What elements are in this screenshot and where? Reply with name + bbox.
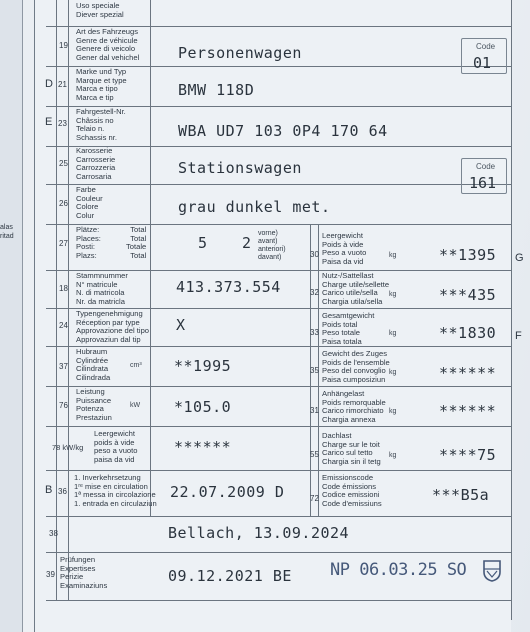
payload-label: Nutz-/Sattellast Charge utile/sellette Carico utile/sella Chargia utila/sella bbox=[322, 271, 390, 306]
adjacent-page-strip bbox=[0, 0, 23, 632]
unit-kg-32: kg bbox=[389, 291, 397, 298]
emission-code-label: Emissionscode Code émissions Codice emissioni Code d'emissiuns bbox=[322, 473, 382, 508]
roof-load-label: Dachlast Charge sur le toit Carico sul tetto Chargia sin il tetg bbox=[322, 431, 381, 466]
unit-kg-30: kg bbox=[389, 252, 397, 259]
payload-value: ***435 bbox=[439, 286, 497, 304]
field-25-number: 25 bbox=[59, 159, 68, 168]
power-value: *105.0 bbox=[174, 398, 232, 416]
field-36-number: 36 bbox=[58, 487, 67, 496]
field-39-number: 39 bbox=[46, 570, 55, 579]
field-37-number: 37 bbox=[59, 362, 68, 371]
roof-load-value: ****75 bbox=[439, 446, 497, 464]
seats-front-value: 2 bbox=[242, 234, 252, 252]
first-registration-value: 22.07.2009 D bbox=[170, 483, 285, 501]
power-weight-value: ****** bbox=[174, 438, 232, 456]
body-label: Karosserie Carrosserie Carrozzeria Carrosaria bbox=[76, 146, 116, 181]
type-approval-label: Typengenehmigung Réception par type Approvazione del tipo Approvaziun dal tip bbox=[76, 309, 150, 344]
make-type-value: BMW 118D bbox=[178, 81, 255, 99]
seats-label: Plätze: Places: Posti: Plazs: bbox=[76, 225, 101, 260]
field-32-number: 32 bbox=[310, 288, 319, 297]
field-72-number: 72 bbox=[310, 494, 319, 503]
side-letter-g: G bbox=[515, 252, 524, 264]
field-24-number: 24 bbox=[59, 321, 68, 330]
field-27-number: 27 bbox=[59, 239, 68, 248]
field-35-number: 35 bbox=[310, 366, 319, 375]
empty-weight-label: Leergewicht Poids à vide Peso a vuoto Paisa da vid bbox=[322, 231, 367, 266]
special-use-label: Uso speciale Diever spezial bbox=[76, 1, 124, 19]
total-weight-label: Gesamtgewicht Poids total Peso totale Paisa totala bbox=[322, 311, 375, 346]
field-23-number: 23 bbox=[58, 119, 67, 128]
field-19-number: 19 bbox=[59, 41, 68, 50]
power-label: Leistung Puissance Potenza Prestaziun bbox=[76, 387, 112, 422]
chassis-number-value: WBA UD7 103 0P4 170 64 bbox=[178, 122, 388, 140]
first-registration-label: 1. Inverkehrsetzung 1ʳᵉ mise en circulation 1ª messa in circolazione 1. entrada en circulaziun bbox=[74, 473, 157, 508]
seats-front-label: vorne) avant) anteriori) davant) bbox=[258, 230, 286, 261]
inspections-label: Prüfungen Expertises Perizie Examinaziuns bbox=[60, 555, 108, 590]
field-b-letter: B bbox=[45, 484, 53, 496]
field-26-number: 26 bbox=[59, 199, 68, 208]
inspection-value: 09.12.2021 BE bbox=[168, 567, 292, 585]
unit-kg-35: kg bbox=[389, 369, 397, 376]
power-weight-label: Leergewicht poids à vide peso a vuoto paisa da vid bbox=[94, 429, 138, 464]
field-76-number: 76 bbox=[59, 401, 68, 410]
unit-kg-55: kg bbox=[389, 452, 397, 459]
unit-kw: kW bbox=[130, 402, 141, 409]
base-number-label: Stammnummer N° matricule N. di matricola Nr. da matricla bbox=[76, 271, 128, 306]
inspection-stamp: NP 06.03.25 SO bbox=[330, 560, 467, 580]
canton-shield-icon bbox=[483, 560, 501, 582]
field-e-letter: E bbox=[45, 116, 53, 128]
vehicle-type-label: Art des Fahrzeugs Genre de véhicule Genere di veicolo Gener dal vehichel bbox=[76, 27, 140, 62]
left-label-2: ritad bbox=[0, 233, 14, 240]
trailer-load-label: Anhängelast Poids remorquable Carico rimorchiato Chargia annexa bbox=[322, 389, 386, 424]
base-number-value: 413.373.554 bbox=[176, 278, 281, 296]
make-type-label: Marke und Typ Marque et type Marca e tipo Marca e tip bbox=[76, 67, 127, 102]
body-code: 161 bbox=[469, 174, 497, 192]
issue-place-date-value: Bellach, 13.09.2024 bbox=[168, 524, 350, 542]
left-label-1: alas bbox=[0, 224, 13, 231]
field-18-number: 18 bbox=[59, 284, 68, 293]
field-33-number: 33 bbox=[310, 328, 319, 337]
empty-weight-value: **1395 bbox=[439, 246, 497, 264]
vehicle-type-value: Personenwagen bbox=[178, 44, 302, 62]
side-letter-f: F bbox=[515, 330, 522, 342]
unit-cm3: cm³ bbox=[130, 362, 142, 369]
total-weight-value: **1830 bbox=[439, 324, 497, 342]
seats-total-label: Total Total Totale Total bbox=[126, 225, 147, 260]
emission-code-value: ***B5a bbox=[432, 486, 490, 504]
field-55-number: 55 bbox=[310, 450, 319, 459]
seats-total-value: 5 bbox=[198, 234, 208, 252]
body-value: Stationswagen bbox=[178, 159, 302, 177]
color-label: Farbe Couleur Colore Colur bbox=[76, 185, 103, 220]
train-weight-value: ****** bbox=[439, 364, 497, 382]
vehicle-type-code: 01 bbox=[473, 54, 492, 72]
color-value: grau dunkel met. bbox=[178, 198, 331, 216]
chassis-label: Fahrgestell-Nr. Châssis no Telaio n. Schassis nr. bbox=[76, 107, 126, 142]
trailer-load-value: ****** bbox=[439, 402, 497, 420]
type-approval-value: X bbox=[176, 316, 186, 334]
registration-grid bbox=[46, 0, 512, 620]
field-38-number: 38 bbox=[49, 529, 58, 538]
unit-kg-31: kg bbox=[389, 408, 397, 415]
field-d-letter: D bbox=[45, 78, 53, 90]
unit-kg-33: kg bbox=[389, 330, 397, 337]
field-31-number: 31 bbox=[310, 406, 319, 415]
registration-card bbox=[34, 0, 511, 632]
field-78-number: 78 kW/kg bbox=[52, 443, 84, 452]
train-weight-label: Gewicht des Zuges Poids de l'ensemble Peso del convoglio Paisa cumposiziun bbox=[322, 349, 390, 384]
displacement-value: **1995 bbox=[174, 357, 232, 375]
field-30-number: 30 bbox=[310, 250, 319, 259]
field-21-number: 21 bbox=[58, 80, 67, 89]
code-label-1: Code bbox=[476, 42, 496, 51]
displacement-label: Hubraum Cylindrée Cilindrata Cilindrada bbox=[76, 347, 111, 382]
code-label-2: Code bbox=[476, 162, 496, 171]
